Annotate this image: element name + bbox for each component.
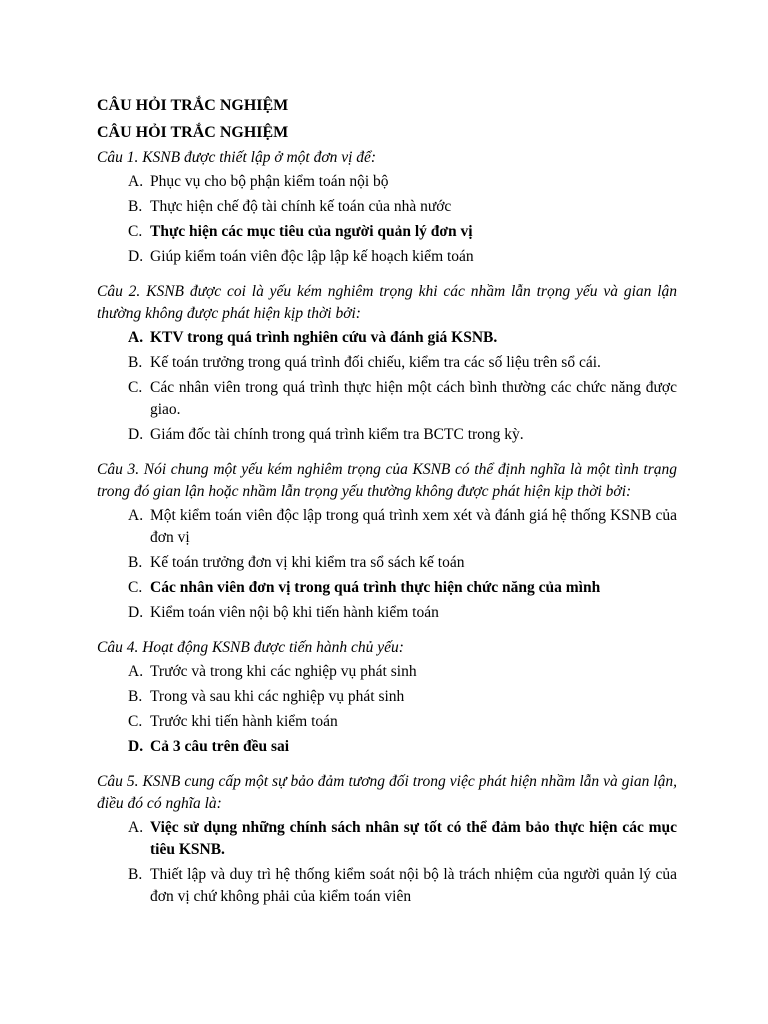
question-text: Câu 2. KSNB được coi là yếu kém nghiêm trọng khi các nhầm lẫn trọng yếu và gian lận thường không được phát hiện kịp thời bởi: <box>97 283 677 322</box>
option-text: Phục vụ cho bộ phận kiểm toán nội bộ <box>150 173 389 190</box>
question-5 <box>97 771 677 908</box>
option-letter: D. <box>128 426 144 443</box>
question-text: Câu 5. KSNB cung cấp một sự bảo đảm tương đối trong việc phát hiện nhầm lẫn và gian lận, điều đó có nghĩa là: <box>97 773 677 812</box>
option-c <box>97 711 677 733</box>
question-text: Câu 1. KSNB được thiết lập ở một đơn vị để: <box>97 149 377 166</box>
answer-options <box>97 661 677 758</box>
option-letter: C. <box>128 579 143 596</box>
option-b <box>97 196 677 218</box>
question-2 <box>97 281 677 446</box>
option-b <box>97 552 677 574</box>
option-text: Việc sử dụng những chính sách nhân sự tốt có thể đảm bảo thực hiện các mục tiêu KSNB. <box>150 819 677 858</box>
option-c-correct <box>97 577 677 599</box>
question-4 <box>97 637 677 758</box>
document-heading-repeat: CÂU HỎI TRẮC NGHIỆM <box>97 124 289 141</box>
option-letter: C. <box>128 223 143 240</box>
option-text: Các nhân viên trong quá trình thực hiện một cách bình thường các chức năng được giao. <box>150 379 677 418</box>
option-letter: C. <box>128 713 143 730</box>
option-text: Giám đốc tài chính trong quá trình kiểm tra BCTC trong kỳ. <box>150 426 524 443</box>
option-b <box>97 352 677 374</box>
option-letter: A. <box>128 329 144 346</box>
option-a-correct <box>97 817 677 861</box>
option-letter: B. <box>128 354 143 371</box>
spacer <box>97 446 677 459</box>
option-d <box>97 246 677 268</box>
option-text: Giúp kiểm toán viên độc lập lập kế hoạch kiểm toán <box>150 248 474 265</box>
option-letter: D. <box>128 604 144 621</box>
spacer <box>97 624 677 637</box>
option-text: Trước và trong khi các nghiệp vụ phát sinh <box>150 663 417 680</box>
option-text: Cả 3 câu trên đều sai <box>150 738 290 755</box>
question-text: Câu 4. Hoạt động KSNB được tiến hành chủ yếu: <box>97 639 404 656</box>
option-text: Kế toán trưởng đơn vị khi kiểm tra sổ sách kế toán <box>150 554 465 571</box>
option-letter: A. <box>128 819 144 836</box>
option-b <box>97 686 677 708</box>
option-a-correct <box>97 327 677 349</box>
option-letter: D. <box>128 248 144 265</box>
option-text: Trước khi tiến hành kiểm toán <box>150 713 338 730</box>
option-text: Các nhân viên đơn vị trong quá trình thực hiện chức năng của mình <box>150 579 601 596</box>
option-text: Kiểm toán viên nội bộ khi tiến hành kiểm toán <box>150 604 439 621</box>
option-letter: C. <box>128 379 143 396</box>
spacer <box>97 758 677 771</box>
option-text: KTV trong quá trình nghiên cứu và đánh giá KSNB. <box>150 329 498 346</box>
option-letter: A. <box>128 173 144 190</box>
option-text: Trong và sau khi các nghiệp vụ phát sinh <box>150 688 405 705</box>
option-a <box>97 505 677 549</box>
spacer <box>97 268 677 281</box>
answer-options <box>97 327 677 446</box>
option-letter: A. <box>128 507 144 524</box>
question-1 <box>97 147 677 268</box>
option-letter: A. <box>128 663 144 680</box>
option-letter: B. <box>128 866 143 883</box>
option-text: Thiết lập và duy trì hệ thống kiểm soát nội bộ là trách nhiệm của người quản lý của đơn vị chứ không phải của kiểm toán viên <box>150 866 677 905</box>
option-b <box>97 864 677 908</box>
option-letter: B. <box>128 688 143 705</box>
option-d-correct <box>97 736 677 758</box>
answer-options <box>97 817 677 908</box>
answer-options <box>97 171 677 268</box>
option-c-correct <box>97 221 677 243</box>
option-a <box>97 661 677 683</box>
option-text: Kế toán trưởng trong quá trình đối chiếu, kiểm tra các số liệu trên sổ cái. <box>150 354 601 371</box>
option-d <box>97 602 677 624</box>
option-text: Một kiểm toán viên độc lập trong quá trình xem xét và đánh giá hệ thống KSNB của đơn vị <box>150 507 677 546</box>
option-text: Thực hiện các mục tiêu của người quản lý đơn vị <box>150 223 473 240</box>
document-heading: CÂU HỎI TRẮC NGHIỆM <box>97 97 289 114</box>
option-letter: B. <box>128 554 143 571</box>
question-text: Câu 3. Nói chung một yếu kém nghiêm trọng của KSNB có thể định nghĩa là một tình trạng trong đó gian lận hoặc nhầm lẫn trọng yếu thường không được phát hiện kịp thời bởi: <box>97 461 677 500</box>
option-letter: D. <box>128 738 144 755</box>
question-3 <box>97 459 677 624</box>
option-letter: B. <box>128 198 143 215</box>
option-d <box>97 424 677 446</box>
answer-options <box>97 505 677 624</box>
option-text: Thực hiện chế độ tài chính kế toán của nhà nước <box>150 198 452 215</box>
option-a <box>97 171 677 193</box>
option-c <box>97 377 677 421</box>
document-page <box>97 93 677 908</box>
